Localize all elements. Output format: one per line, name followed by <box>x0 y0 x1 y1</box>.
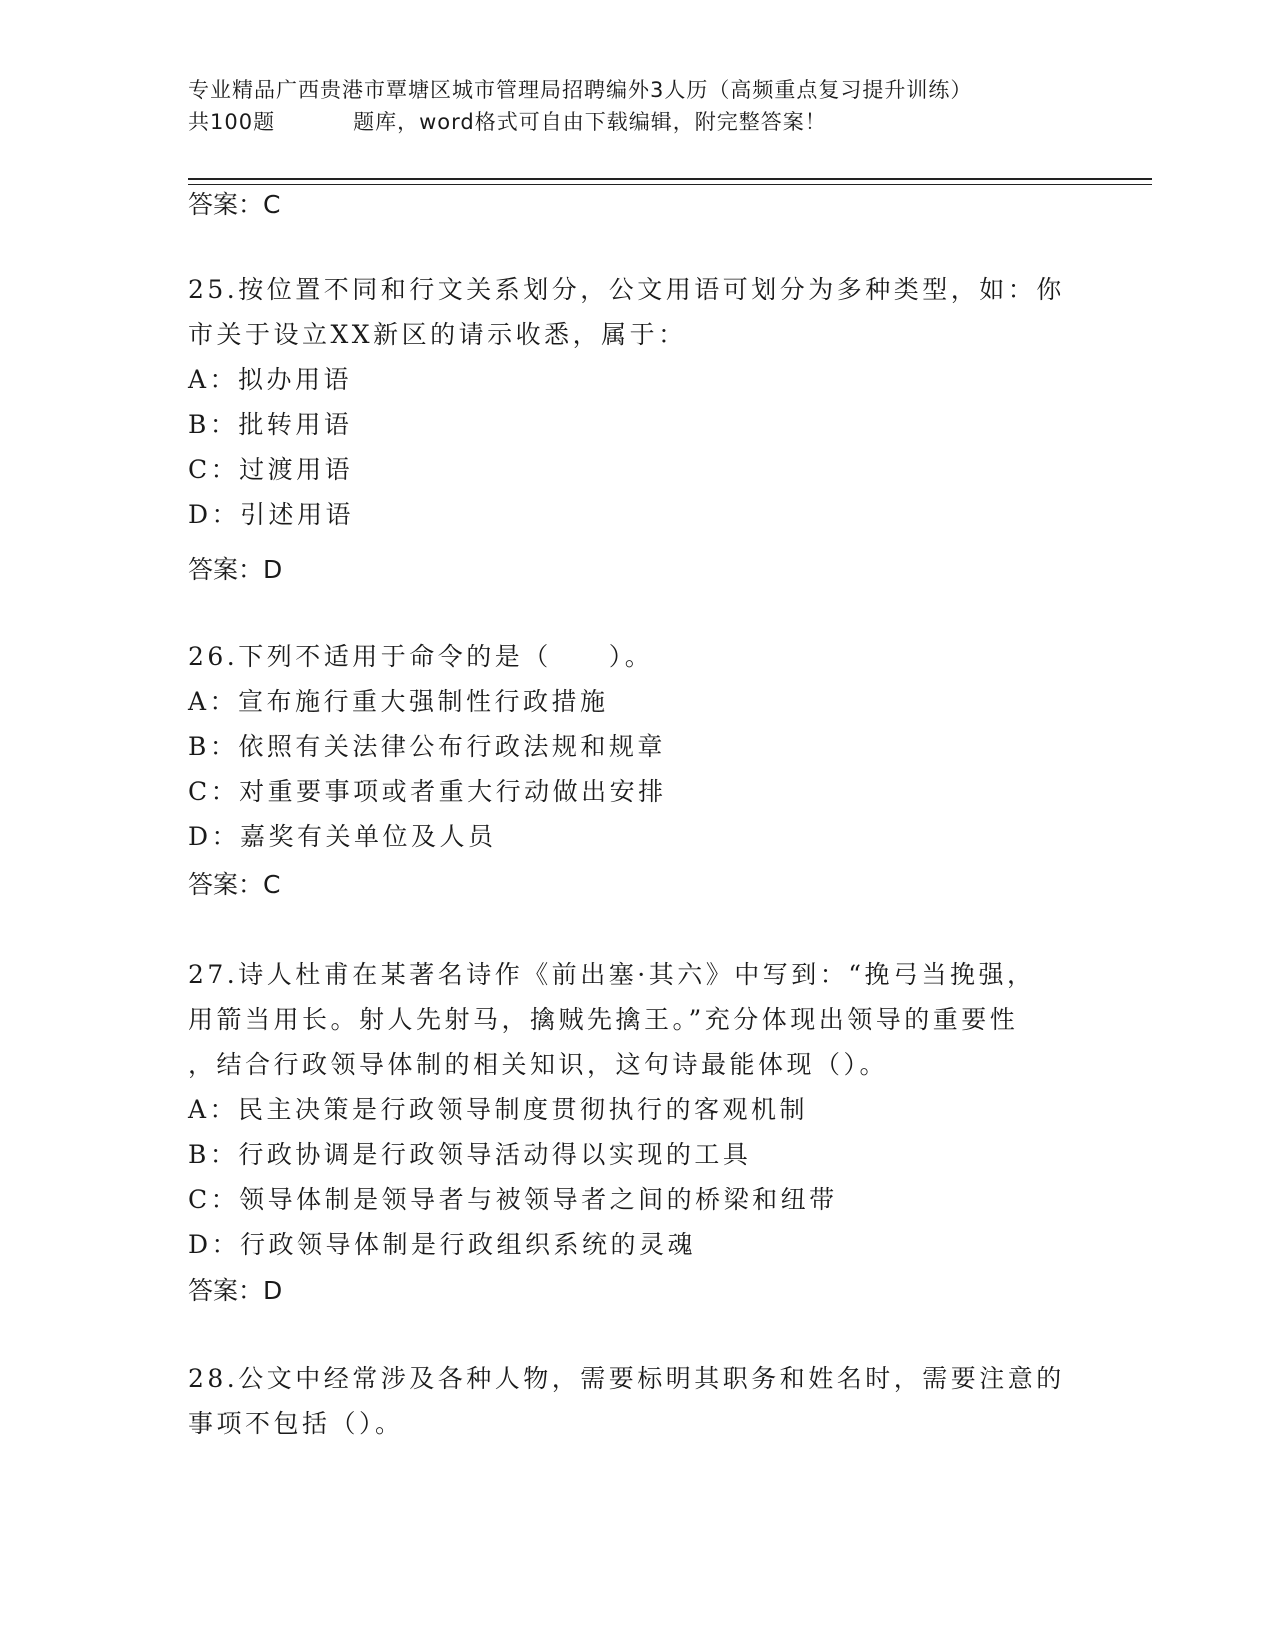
option-b: B：批转用语 <box>188 410 353 439</box>
answer-24: 答案：C <box>188 190 281 219</box>
header-divider-thin <box>188 184 1152 185</box>
option-b: B：行政协调是行政领导活动得以实现的工具 <box>188 1140 752 1169</box>
option-d: D：引述用语 <box>188 500 355 529</box>
question-26 <box>188 634 1088 859</box>
option-a: A：拟办用语 <box>188 365 353 394</box>
question-27 <box>188 952 1088 1267</box>
question-line: 26.下列不适用于命令的是（ ）。 <box>188 642 654 671</box>
header-description: 题库，word格式可自由下载编辑，附完整答案！ <box>353 110 827 134</box>
option-d: D：行政领导体制是行政组织系统的灵魂 <box>188 1230 697 1259</box>
question-line: 事项不包括（）。 <box>188 1409 404 1438</box>
question-line: 27.诗人杜甫在某著名诗作《前出塞·其六》中写到：“挽弓当挽强， <box>188 960 1036 989</box>
header-title-line: 专业精品广西贵港市覃塘区城市管理局招聘编外3人历（高频重点复习提升训练） <box>188 78 973 102</box>
question-line: 25.按位置不同和行文关系划分，公文用语可划分为多种类型，如：你 <box>188 275 1065 304</box>
header-divider-thick <box>188 178 1152 180</box>
question-line: 28.公文中经常涉及各种人物，需要标明其职务和姓名时，需要注意的 <box>188 1364 1065 1393</box>
header-gap <box>275 106 353 138</box>
question-line: 市关于设立XX新区的请示收悉，属于： <box>188 320 687 349</box>
option-a: A：民主决策是行政领导制度贯彻执行的客观机制 <box>188 1095 809 1124</box>
answer-26: 答案：C <box>188 870 281 899</box>
question-line: 用箭当用长。射人先射马，擒贼先擒王。”充分体现出领导的重要性 <box>188 1005 1019 1034</box>
option-c: C：过渡用语 <box>188 455 354 484</box>
option-b: B：依照有关法律公布行政法规和规章 <box>188 732 666 761</box>
option-c: C：领导体制是领导者与被领导者之间的桥梁和纽带 <box>188 1185 838 1214</box>
header-subtitle-line <box>188 106 1088 138</box>
answer-25: 答案：D <box>188 555 283 584</box>
option-d: D：嘉奖有关单位及人员 <box>188 822 497 851</box>
document-header <box>188 74 1088 138</box>
question-25 <box>188 267 1088 537</box>
header-question-count: 共100题 <box>188 110 276 134</box>
answer-27: 答案：D <box>188 1276 283 1305</box>
question-28 <box>188 1356 1088 1446</box>
question-line: ，结合行政领导体制的相关知识，这句诗最能体现（）。 <box>188 1050 889 1079</box>
option-a: A：宣布施行重大强制性行政措施 <box>188 687 609 716</box>
option-c: C：对重要事项或者重大行动做出安排 <box>188 777 667 806</box>
